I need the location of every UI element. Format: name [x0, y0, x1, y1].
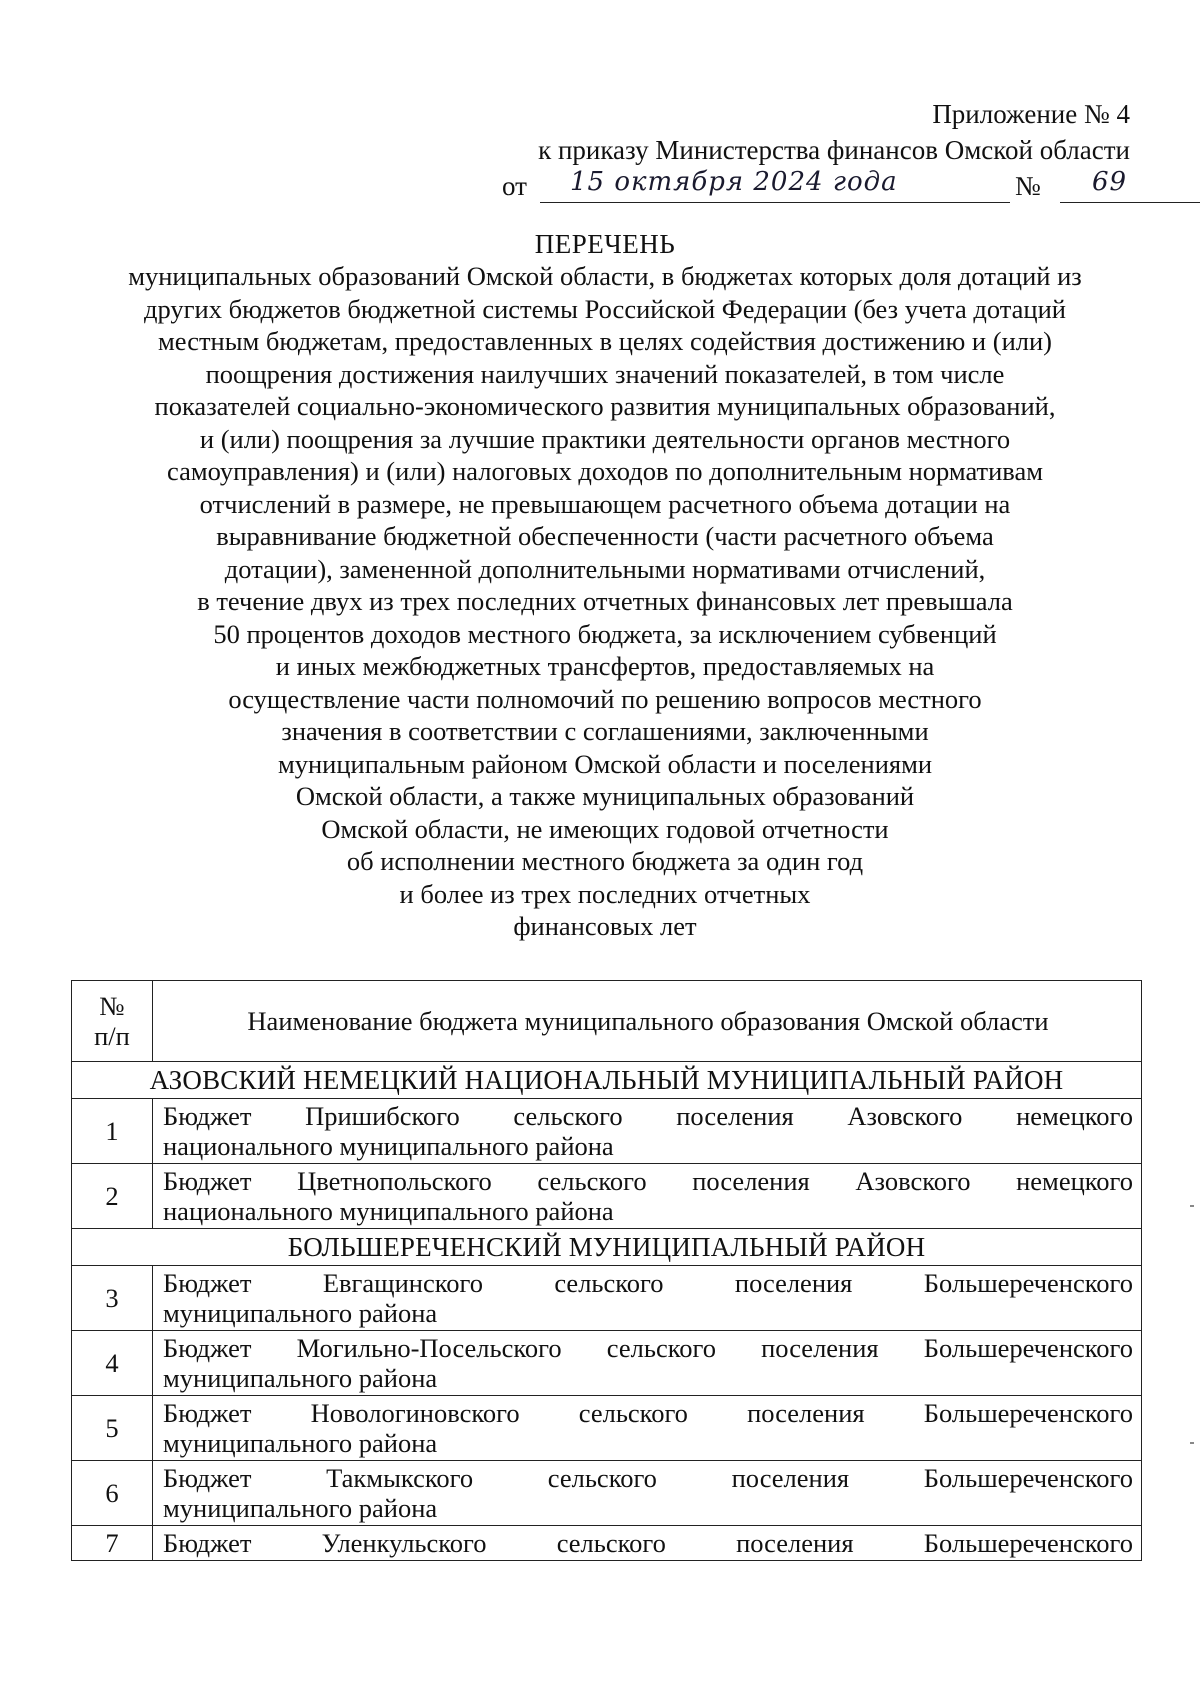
row-name-line1: Бюджет Такмыкского сельского поселения Большереченского	[163, 1463, 1133, 1493]
title-line: отчислений в размере, не превышающем расчетного объема дотации на	[199, 488, 1011, 519]
row-name-line2: муниципального района	[163, 1428, 438, 1458]
col-number-header	[72, 981, 153, 1062]
title-line: финансовых лет	[513, 911, 697, 941]
row-name	[153, 1266, 1142, 1331]
title-description	[90, 260, 1120, 943]
date-field	[540, 168, 1010, 203]
document-title	[90, 228, 1120, 943]
row-name-line1: Бюджет Новологиновского сельского поселения Большереченского	[163, 1398, 1133, 1428]
appendix-header	[470, 96, 1130, 204]
table-row	[72, 1331, 1142, 1396]
title-line: значения в соответствии с соглашениями, заключенными	[281, 716, 929, 746]
col-name-header: Наименование бюджета муниципального образования Омской области	[153, 981, 1142, 1062]
title-line: Омской области, а также муниципальных образований	[295, 781, 915, 811]
title-line: муниципальных образований Омской области, в бюджетах которых доля дотаций из	[128, 261, 1082, 291]
order-reference: к приказу Министерства финансов Омской области	[538, 135, 1130, 165]
title-line: поощрения достижения наилучших значений показателей, в том числе	[205, 358, 1005, 389]
row-number: 7	[72, 1526, 153, 1561]
title-line: выравнивание бюджетной обеспеченности (части расчетного объема	[216, 521, 994, 551]
title-line: осуществление части полномочий по решению вопросов местного	[228, 683, 982, 714]
row-name-line1: Бюджет Могильно-Посельского сельского поселения Большереченского	[163, 1333, 1133, 1363]
number-label: №	[1015, 171, 1041, 201]
title-line: показателей социально-экономического развития муниципальных образований,	[154, 391, 1056, 421]
table-row	[72, 1099, 1142, 1164]
title-line: и более из трех последних отчетных	[399, 878, 811, 909]
scan-margin-mark	[1190, 1442, 1194, 1444]
handwritten-number: 69	[1092, 167, 1128, 197]
title-line: и иных межбюджетных трансфертов, предоставляемых на	[275, 651, 935, 681]
row-name-line2: муниципального района	[163, 1298, 438, 1328]
title-line: других бюджетов бюджетной системы Российской Федерации (без учета дотаций	[144, 293, 1066, 324]
row-name	[153, 1396, 1142, 1461]
section-row	[72, 1229, 1142, 1266]
row-name-line1: Бюджет Цветнопольского сельского поселения Азовского немецкого	[163, 1166, 1133, 1196]
section-row	[72, 1062, 1142, 1099]
title-heading: ПЕРЕЧЕНЬ	[534, 229, 676, 259]
number-field	[1060, 168, 1200, 203]
title-line: дотации), замененной дополнительными нормативами отчислений,	[224, 553, 986, 584]
col-number-header-l2: п/п	[94, 1021, 130, 1051]
row-number: 6	[72, 1461, 153, 1526]
row-name-line2: национального муниципального района	[163, 1196, 614, 1226]
row-number: 1	[72, 1099, 153, 1164]
row-number: 3	[72, 1266, 153, 1331]
handwritten-date: 15 октября 2024 года	[570, 167, 898, 197]
title-line: в течение двух из трех последних отчетных финансовых лет превышала	[197, 586, 1013, 616]
table-row	[72, 1461, 1142, 1526]
title-line: и (или) поощрения за лучшие практики деятельности органов местного	[199, 423, 1011, 454]
row-name	[153, 1331, 1142, 1396]
row-name	[153, 1164, 1142, 1229]
row-number: 4	[72, 1331, 153, 1396]
table-row	[72, 1396, 1142, 1461]
budgets-table	[71, 980, 1142, 1561]
title-line: самоуправления) и (или) налоговых доходов по дополнительным нормативам	[167, 456, 1043, 486]
section-title-bolsherechensky: БОЛЬШЕРЕЧЕНСКИЙ МУНИЦИПАЛЬНЫЙ РАЙОН	[72, 1229, 1142, 1266]
row-name-line2: муниципального района	[163, 1363, 438, 1393]
from-label: от	[502, 171, 527, 201]
title-line: муниципальным районом Омской области и поселениями	[277, 748, 933, 779]
row-name	[153, 1461, 1142, 1526]
row-name-line2: национального муниципального района	[163, 1131, 614, 1161]
table-row	[72, 1526, 1142, 1561]
appendix-number: Приложение № 4	[932, 99, 1130, 129]
row-name	[153, 1526, 1142, 1561]
table-row	[72, 1266, 1142, 1331]
row-name	[153, 1099, 1142, 1164]
title-line: местным бюджетам, предоставленных в целях содействия достижению и (или)	[158, 326, 1052, 356]
scan-margin-mark	[1190, 1205, 1194, 1207]
title-line: об исполнении местного бюджета за один год	[346, 846, 864, 876]
title-line: Омской области, не имеющих годовой отчетности	[321, 813, 889, 844]
row-name-line1: Бюджет Евгащинского сельского поселения Большереченского	[163, 1268, 1133, 1298]
table-header-row	[72, 981, 1142, 1062]
table-row	[72, 1164, 1142, 1229]
row-name-line1: Бюджет Уленкульского сельского поселения Большереченского	[163, 1528, 1133, 1558]
row-name-line1: Бюджет Пришибского сельского поселения Азовского немецкого	[163, 1101, 1133, 1131]
order-date-line	[470, 168, 1130, 204]
row-name-line2: муниципального района	[163, 1493, 438, 1523]
col-number-header-l1: №	[99, 991, 125, 1021]
title-line: 50 процентов доходов местного бюджета, за исключением субвенций	[213, 618, 997, 649]
row-number: 2	[72, 1164, 153, 1229]
row-number: 5	[72, 1396, 153, 1461]
section-title-azov: АЗОВСКИЙ НЕМЕЦКИЙ НАЦИОНАЛЬНЫЙ МУНИЦИПАЛЬНЫЙ РАЙОН	[72, 1062, 1142, 1099]
